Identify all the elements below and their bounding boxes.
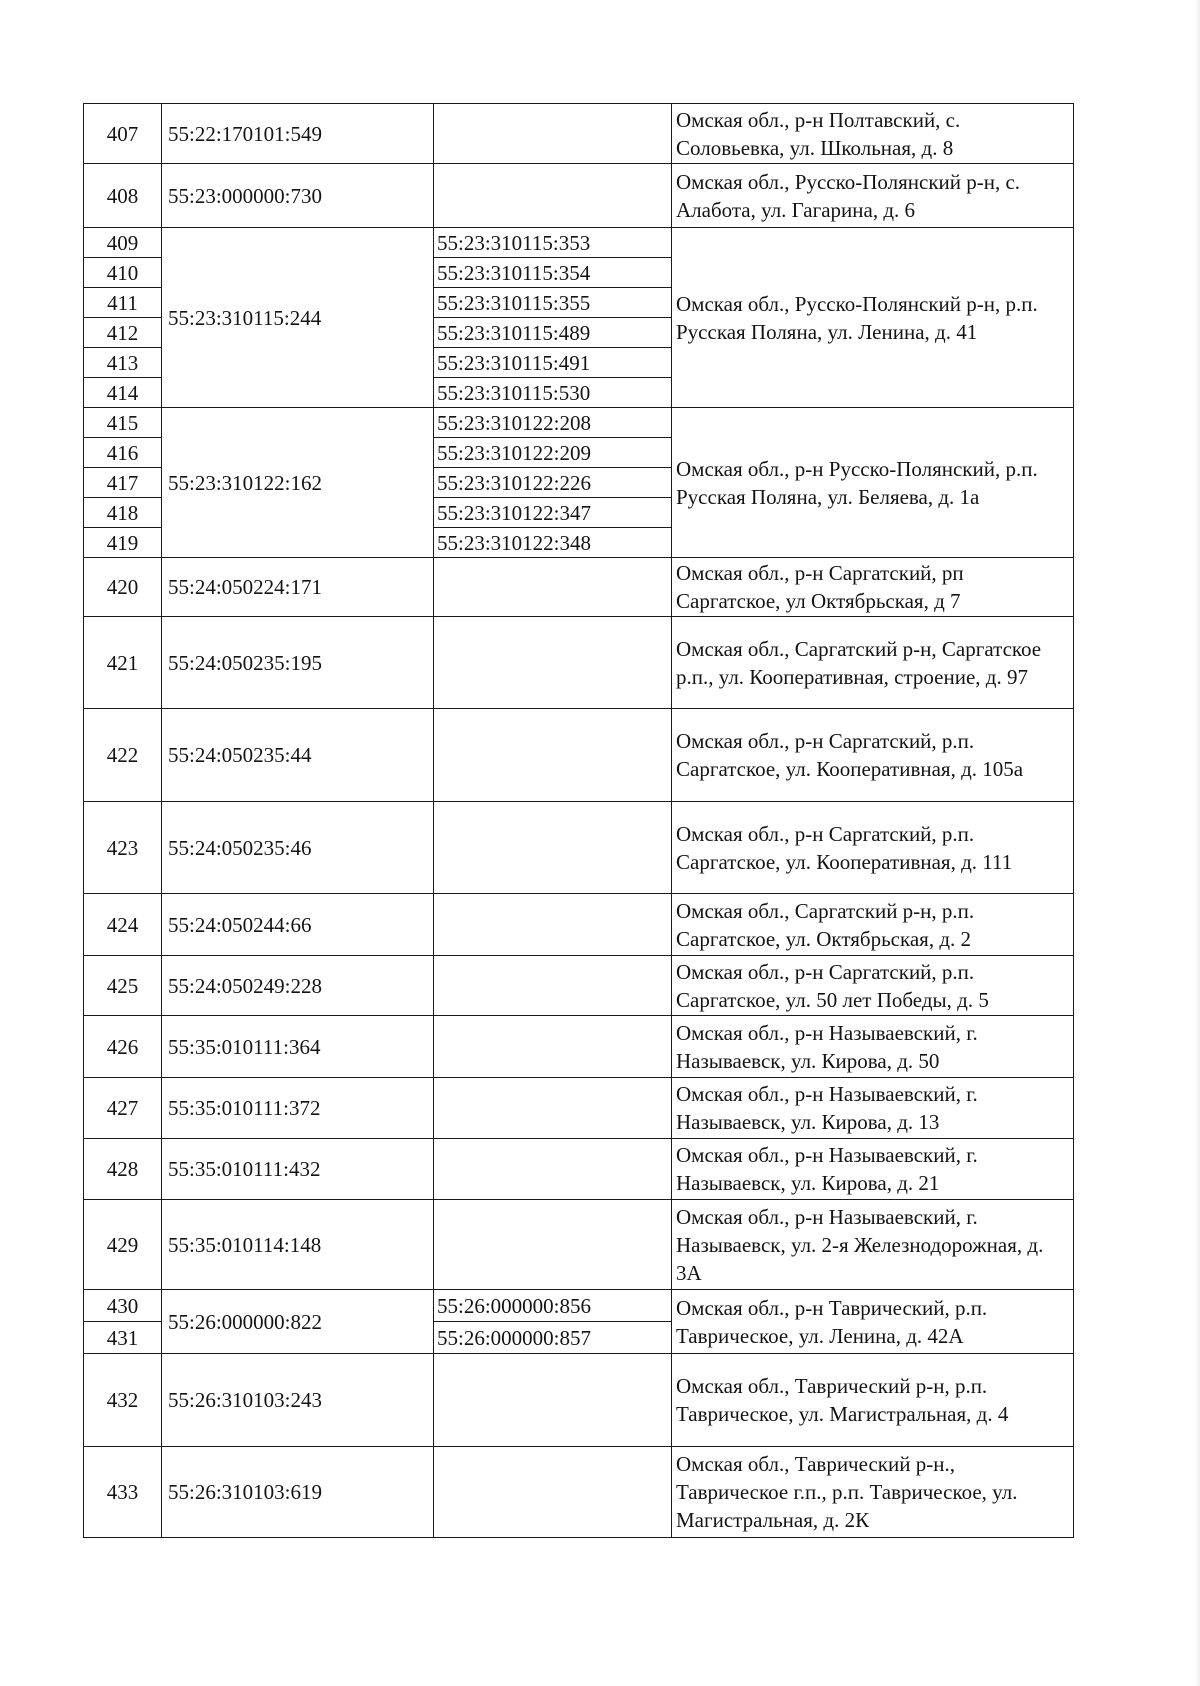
address: Омская обл., Таврический р-н, р.п. Таврическое, ул. Магистральная, д. 4 xyxy=(672,1354,1074,1447)
parcel-number: 55:22:170101:549 xyxy=(162,104,434,164)
table-row xyxy=(84,617,1074,709)
row-number: 423 xyxy=(84,802,162,894)
sub-parcel-empty xyxy=(434,104,672,164)
table-row xyxy=(84,104,1074,164)
table-row xyxy=(84,709,1074,802)
sub-parcel-empty xyxy=(434,1016,672,1078)
address: Омская обл., р-н Называевский, г. Называевск, ул. 2-я Железнодорожная, д. 3А xyxy=(672,1200,1074,1290)
row-number: 428 xyxy=(84,1139,162,1200)
table-row xyxy=(84,894,1074,956)
parcel-number: 55:35:010114:148 xyxy=(162,1200,434,1290)
row-number: 424 xyxy=(84,894,162,956)
table-row xyxy=(84,228,1074,258)
sub-parcel-number: 55:23:310115:530 xyxy=(434,378,672,408)
sub-parcel-empty xyxy=(434,709,672,802)
row-number: 414 xyxy=(84,378,162,408)
parcel-number: 55:35:010111:372 xyxy=(162,1078,434,1139)
parcel-number: 55:35:010111:364 xyxy=(162,1016,434,1078)
address: Омская обл., р-н Называевский, г. Называевск, ул. Кирова, д. 13 xyxy=(672,1078,1074,1139)
sub-parcel-number: 55:23:310122:208 xyxy=(434,408,672,438)
row-number: 429 xyxy=(84,1200,162,1290)
address: Омская обл., Саргатский р-н, р.п. Саргатское, ул. Октябрьская, д. 2 xyxy=(672,894,1074,956)
sub-parcel-number: 55:26:000000:857 xyxy=(434,1322,672,1354)
table-row xyxy=(84,956,1074,1016)
address: Омская обл., Саргатский р-н, Саргатское р.п., ул. Кооперативная, строение, д. 97 xyxy=(672,617,1074,709)
address: Омская обл., р-н Русско-Полянский, р.п. Русская Поляна, ул. Беляева, д. 1а xyxy=(672,408,1074,558)
parcel-number: 55:26:000000:822 xyxy=(162,1290,434,1354)
sub-parcel-empty xyxy=(434,617,672,709)
scan-edge xyxy=(1194,0,1200,1686)
address: Омская обл., р-н Саргатский, р.п. Саргатское, ул. Кооперативная, д. 105а xyxy=(672,709,1074,802)
sub-parcel-number: 55:26:000000:856 xyxy=(434,1290,672,1322)
parcel-table-body xyxy=(84,104,1074,1538)
parcel-number: 55:35:010111:432 xyxy=(162,1139,434,1200)
row-number: 418 xyxy=(84,498,162,528)
sub-parcel-empty xyxy=(434,1139,672,1200)
address: Омская обл., р-н Называевский, г. Называевск, ул. Кирова, д. 21 xyxy=(672,1139,1074,1200)
row-number: 421 xyxy=(84,617,162,709)
parcel-number: 55:23:310115:244 xyxy=(162,228,434,408)
sub-parcel-number: 55:23:310115:354 xyxy=(434,258,672,288)
row-number: 422 xyxy=(84,709,162,802)
address: Омская обл., р-н Называевский, г. Называевск, ул. Кирова, д. 50 xyxy=(672,1016,1074,1078)
parcel-number: 55:26:310103:619 xyxy=(162,1447,434,1538)
table-row xyxy=(84,164,1074,228)
table-row xyxy=(84,408,1074,438)
table-row xyxy=(84,802,1074,894)
row-number: 417 xyxy=(84,468,162,498)
address: Омская обл., р-н Саргатский, р.п. Саргатское, ул. Кооперативная, д. 111 xyxy=(672,802,1074,894)
row-number: 412 xyxy=(84,318,162,348)
table-row xyxy=(84,1078,1074,1139)
sub-parcel-number: 55:23:310115:355 xyxy=(434,288,672,318)
sub-parcel-number: 55:23:310115:353 xyxy=(434,228,672,258)
parcel-number: 55:24:050224:171 xyxy=(162,558,434,617)
row-number: 431 xyxy=(84,1322,162,1354)
sub-parcel-empty xyxy=(434,1200,672,1290)
sub-parcel-empty xyxy=(434,1447,672,1538)
sub-parcel-empty xyxy=(434,802,672,894)
address: Омская обл., р-н Полтавский, с. Соловьевка, ул. Школьная, д. 8 xyxy=(672,104,1074,164)
table-row xyxy=(84,1016,1074,1078)
table-row xyxy=(84,1139,1074,1200)
address: Омская обл., р-н Саргатский, рп Саргатское, ул Октябрьская, д 7 xyxy=(672,558,1074,617)
row-number: 408 xyxy=(84,164,162,228)
row-number: 413 xyxy=(84,348,162,378)
parcel-number: 55:24:050249:228 xyxy=(162,956,434,1016)
row-number: 415 xyxy=(84,408,162,438)
parcel-table xyxy=(83,103,1074,1538)
row-number: 411 xyxy=(84,288,162,318)
address: Омская обл., р-н Таврический, р.п. Таврическое, ул. Ленина, д. 42А xyxy=(672,1290,1074,1354)
sub-parcel-empty xyxy=(434,1078,672,1139)
parcel-number: 55:26:310103:243 xyxy=(162,1354,434,1447)
sub-parcel-empty xyxy=(434,894,672,956)
table-row xyxy=(84,558,1074,617)
row-number: 430 xyxy=(84,1290,162,1322)
address: Омская обл., Таврический р-н., Таврическое г.п., р.п. Таврическое, ул. Магистральная, д. 2К xyxy=(672,1447,1074,1538)
table-row xyxy=(84,1354,1074,1447)
address: Омская обл., Русско-Полянский р-н, р.п. Русская Поляна, ул. Ленина, д. 41 xyxy=(672,228,1074,408)
sub-parcel-empty xyxy=(434,558,672,617)
table-row xyxy=(84,1447,1074,1538)
parcel-number: 55:24:050235:44 xyxy=(162,709,434,802)
parcel-number: 55:24:050235:195 xyxy=(162,617,434,709)
row-number: 427 xyxy=(84,1078,162,1139)
sub-parcel-number: 55:23:310122:209 xyxy=(434,438,672,468)
row-number: 433 xyxy=(84,1447,162,1538)
sub-parcel-number: 55:23:310122:348 xyxy=(434,528,672,558)
parcel-number: 55:23:000000:730 xyxy=(162,164,434,228)
row-number: 416 xyxy=(84,438,162,468)
address: Омская обл., р-н Саргатский, р.п. Саргатское, ул. 50 лет Победы, д. 5 xyxy=(672,956,1074,1016)
table-row xyxy=(84,1200,1074,1290)
row-number: 426 xyxy=(84,1016,162,1078)
row-number: 407 xyxy=(84,104,162,164)
sub-parcel-empty xyxy=(434,164,672,228)
address: Омская обл., Русско-Полянский р-н, с. Алабота, ул. Гагарина, д. 6 xyxy=(672,164,1074,228)
row-number: 425 xyxy=(84,956,162,1016)
sub-parcel-number: 55:23:310122:347 xyxy=(434,498,672,528)
row-number: 409 xyxy=(84,228,162,258)
sub-parcel-number: 55:23:310115:489 xyxy=(434,318,672,348)
parcel-number: 55:24:050235:46 xyxy=(162,802,434,894)
row-number: 410 xyxy=(84,258,162,288)
row-number: 419 xyxy=(84,528,162,558)
table-row xyxy=(84,1290,1074,1322)
parcel-number: 55:24:050244:66 xyxy=(162,894,434,956)
sub-parcel-empty xyxy=(434,1354,672,1447)
sub-parcel-empty xyxy=(434,956,672,1016)
row-number: 420 xyxy=(84,558,162,617)
sub-parcel-number: 55:23:310122:226 xyxy=(434,468,672,498)
parcel-number: 55:23:310122:162 xyxy=(162,408,434,558)
row-number: 432 xyxy=(84,1354,162,1447)
sub-parcel-number: 55:23:310115:491 xyxy=(434,348,672,378)
